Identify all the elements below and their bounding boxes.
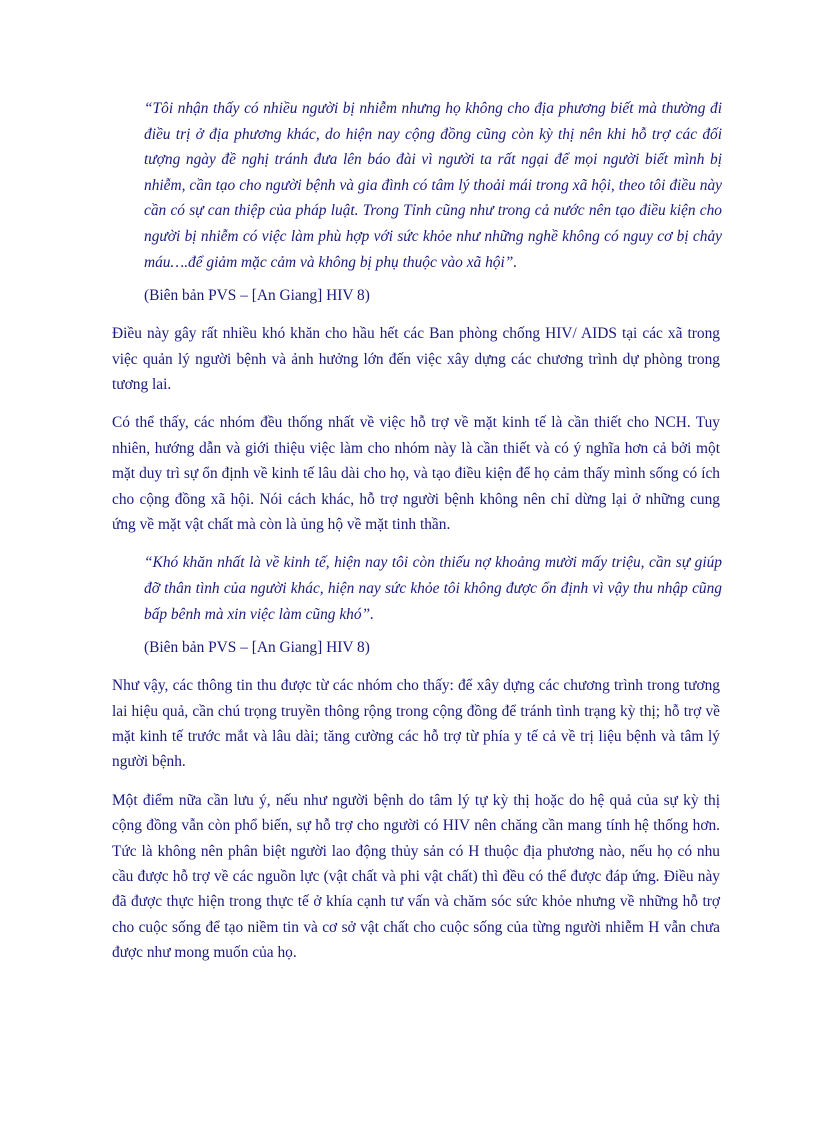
citation-1: (Biên bản PVS – [An Giang] HIV 8) [144,287,370,305]
body-paragraph-4: Một điểm nữa cần lưu ý, nếu như người bệnh do tâm lý tự kỳ thị hoặc do hệ quả của sự kỳ thị cộng đồng vẫn còn phổ biến, sự hỗ trợ cho người có HIV nên chăng cần mang tính hệ thống hơn. Tức là không nên phân biệt người lao động thủy sản có H thuộc địa phương nào, nếu họ có nhu cầu được hỗ trợ về các nguồn lực (vật chất và phi vật chất) thì đều có thể được đáp ứng. Điều này đã được thực hiện trong thực tế ở khía cạnh tư vấn và chăm sóc sức khỏe nhưng về những hỗ trợ cho cuộc sống để tạo niềm tin và cơ sở vật chất cho cuộc sống của từng người nhiễm H vẫn chưa được như mong muốn của họ. [112,791,720,962]
body-paragraph-2: Có thể thấy, các nhóm đều thống nhất về việc hỗ trợ về mặt kinh tế là cần thiết cho NCH. Tuy nhiên, hướng dẫn và giới thiệu việc làm cho nhóm này là cần thiết và có ý nghĩa hơn cả bởi một mặt duy trì sự ổn định về kinh tế lâu dài cho họ, và tạo điều kiện để họ cảm thấy mình sống có ích cho cộng đồng xã hội. Nói cách khác, hỗ trợ người bệnh không nên chỉ dừng lại ở những cung ứng về mặt vật chất mà còn là ủng hộ về mặt tinh thần. [112,414,720,533]
body-paragraph-1: Điều này gây rất nhiều khó khăn cho hầu hết các Ban phòng chống HIV/ AIDS tại các xã trong việc quản lý người bệnh và ảnh hưởng lớn đến việc xây dựng các chương trình dự phòng trong tương lai. [112,325,720,393]
document-page [112,96,720,979]
interview-quote-2: “Khó khăn nhất là về kinh tế, hiện nay tôi còn thiếu nợ khoảng mười mấy triệu, cần sự giúp đỡ thân tình của người khác, hiện nay sức khỏe tôi không được ổn định vì vậy thu nhập cũng bấp bênh mà xin việc làm cũng khó”. [144,554,722,623]
body-paragraph-3: Như vậy, các thông tin thu được từ các nhóm cho thấy: để xây dựng các chương trình trong tương lai hiệu quả, cần chú trọng truyền thông rộng trong cộng đồng để tránh tình trạng kỳ thị; hỗ trợ về mặt kinh tế trước mắt và lâu dài; tăng cường các hỗ trợ từ phía y tế cả về trị liệu bệnh và tâm lý người bệnh. [112,677,720,771]
citation-2: (Biên bản PVS – [An Giang] HIV 8) [144,639,370,657]
interview-quote-1: “Tôi nhận thấy có nhiều người bị nhiễm nhưng họ không cho địa phương biết mà thường đi điều trị ở địa phương khác, do hiện nay cộng đồng cũng còn kỳ thị nên khi hỗ trợ các đối tượng ngày đề nghị tránh đưa lên báo đài vì người ta rất ngại để mọi người biết mình bị nhiễm, cần tạo cho người bệnh và gia đình có tâm lý thoải mái trong xã hội, theo tôi điều này cần có sự can thiệp của pháp luật. Trong Tỉnh cũng như trong cả nước nên tạo điều kiện cho người bị nhiễm có việc làm phù hợp với sức khỏe như những nghề không có nguy cơ bị chảy máu….để giảm mặc cảm và không bị phụ thuộc vào xã hội”. [144,100,722,271]
